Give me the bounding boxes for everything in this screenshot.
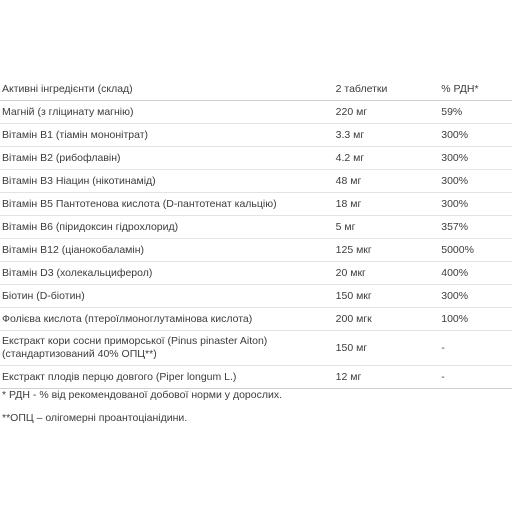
ingredient-name: Вітамін D3 (холекальциферол) (0, 262, 336, 285)
ingredient-rdn: 100% (441, 308, 512, 331)
ingredient-amount: 48 мг (336, 170, 442, 193)
ingredient-rdn: - (441, 331, 512, 366)
ingredient-amount: 20 мкг (336, 262, 442, 285)
ingredient-amount: 12 мг (336, 366, 442, 389)
ingredient-name: Фолієва кислота (птероїлмоноглутамінова кислота) (0, 308, 336, 331)
table-row (0, 308, 512, 331)
ingredient-amount: 220 мг (336, 101, 442, 124)
table-row (0, 170, 512, 193)
ingredient-name: Магній (з гліцинату магнію) (0, 101, 336, 124)
table-row (0, 124, 512, 147)
ingredient-amount: 4.2 мг (336, 147, 442, 170)
ingredient-name: Вітамін В6 (піридоксин гідрохлорид) (0, 216, 336, 239)
ingredient-rdn: 59% (441, 101, 512, 124)
table-row (0, 147, 512, 170)
table-header-row (0, 78, 512, 101)
ingredient-rdn: 300% (441, 147, 512, 170)
ingredient-name (0, 331, 336, 366)
ingredient-amount: 125 мкг (336, 239, 442, 262)
ingredient-amount: 150 мг (336, 331, 442, 366)
ingredient-rdn: - (441, 366, 512, 389)
ingredient-name: Вітамін В1 (тіамін мононітрат) (0, 124, 336, 147)
ingredient-name: Екстракт плодів перцю довгого (Piper longum L.) (0, 366, 336, 389)
ingredients-table (0, 78, 512, 389)
table-row (0, 366, 512, 389)
ingredient-name-line2: (стандартизований 40% ОПЦ**) (2, 348, 157, 360)
ingredient-name: Вітамін В12 (ціанокобаламін) (0, 239, 336, 262)
ingredient-name: Біотин (D-біотин) (0, 285, 336, 308)
ingredient-amount: 200 мгк (336, 308, 442, 331)
footnote-opc: **ОПЦ – олігомерні проантоціанідини. (2, 412, 188, 424)
table-row (0, 285, 512, 308)
table-row (0, 101, 512, 124)
ingredient-amount: 3.3 мг (336, 124, 442, 147)
table-row (0, 331, 512, 366)
ingredient-name: Вітамін В3 Ніацин (нікотинамід) (0, 170, 336, 193)
header-amount: 2 таблетки (336, 78, 442, 101)
footnote-rdn: * РДН - % від рекомендованої добової норми у дорослих. (2, 389, 283, 401)
table-row (0, 239, 512, 262)
ingredient-name: Вітамін В2 (рибофлавін) (0, 147, 336, 170)
ingredient-rdn: 300% (441, 285, 512, 308)
header-ingredients: Активні інгредієнти (склад) (0, 78, 336, 101)
table-row (0, 193, 512, 216)
ingredient-rdn: 300% (441, 170, 512, 193)
ingredient-rdn: 5000% (441, 239, 512, 262)
ingredient-name: Вітамін В5 Пантотенова кислота (D-пантотенат кальцію) (0, 193, 336, 216)
ingredient-amount: 18 мг (336, 193, 442, 216)
header-rdn: % РДН* (441, 78, 512, 101)
ingredient-amount: 150 мкг (336, 285, 442, 308)
ingredient-rdn: 357% (441, 216, 512, 239)
ingredient-amount: 5 мг (336, 216, 442, 239)
table-row (0, 262, 512, 285)
ingredient-rdn: 300% (441, 124, 512, 147)
ingredient-rdn: 300% (441, 193, 512, 216)
ingredient-rdn: 400% (441, 262, 512, 285)
table-row (0, 216, 512, 239)
ingredient-name-line1: Екстракт кори сосни приморської (Pinus pinaster Aiton) (2, 335, 268, 347)
